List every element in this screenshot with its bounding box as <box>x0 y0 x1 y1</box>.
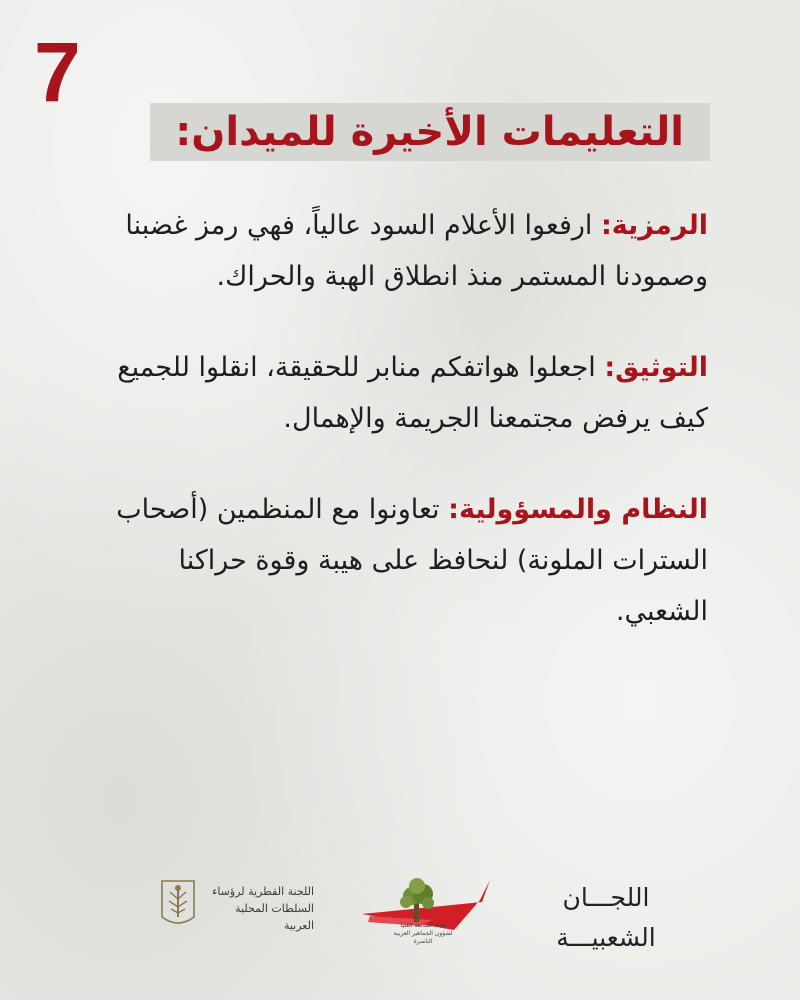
popular-committees-logo <box>536 878 676 958</box>
instruction-symbolism <box>108 200 708 302</box>
page-title: التعليمات الأخيرة للميدان: <box>175 109 684 155</box>
committee-line-2: السلطات المحلية العربية <box>235 902 314 932</box>
instruction-text: ارفعوا الأعلام السود عالياً، فهي رمز غضبنا وصمودنا المستمر منذ انطلاق الهبة والحراك. <box>125 210 708 292</box>
instruction-text: تعاونوا مع المنظمين (أصحاب السترات الملونة) لنحافظ على هيبة وقوة حراكنا الشعبي. <box>116 494 708 627</box>
follow-up-line-1: لجنة المتابعة العليا <box>400 922 446 929</box>
follow-up-committee-name <box>388 922 458 946</box>
instruction-order <box>108 484 708 637</box>
title-band <box>150 103 710 161</box>
popular-line-2: الشعبيـــة <box>556 923 656 952</box>
committee-line-1: اللجنة القطرية لرؤساء <box>212 885 314 898</box>
instruction-text: اجعلوا هواتفكم منابر للحقيقة، انقلوا للجميع كيف يرفض مجتمعنا الجريمة والإهمال. <box>117 352 708 434</box>
instructions-list <box>108 200 708 677</box>
follow-up-line-3: الناصرة <box>413 938 433 945</box>
follow-up-committee-logo <box>362 872 492 952</box>
slide-number: 7 <box>34 25 81 119</box>
instruction-label: النظام والمسؤولية: <box>448 494 708 525</box>
instruction-label: الرمزية: <box>600 210 708 241</box>
tree-emblem-icon <box>158 877 198 929</box>
committee-logo <box>144 877 314 937</box>
instruction-label: التوثيق: <box>604 352 708 383</box>
follow-up-line-2: لشؤون الجماهير العربية <box>393 930 453 937</box>
footer-logos <box>0 850 800 1000</box>
popular-line-1: اللجـــان <box>562 883 650 912</box>
committee-name <box>204 883 314 934</box>
instruction-documentation <box>108 342 708 444</box>
